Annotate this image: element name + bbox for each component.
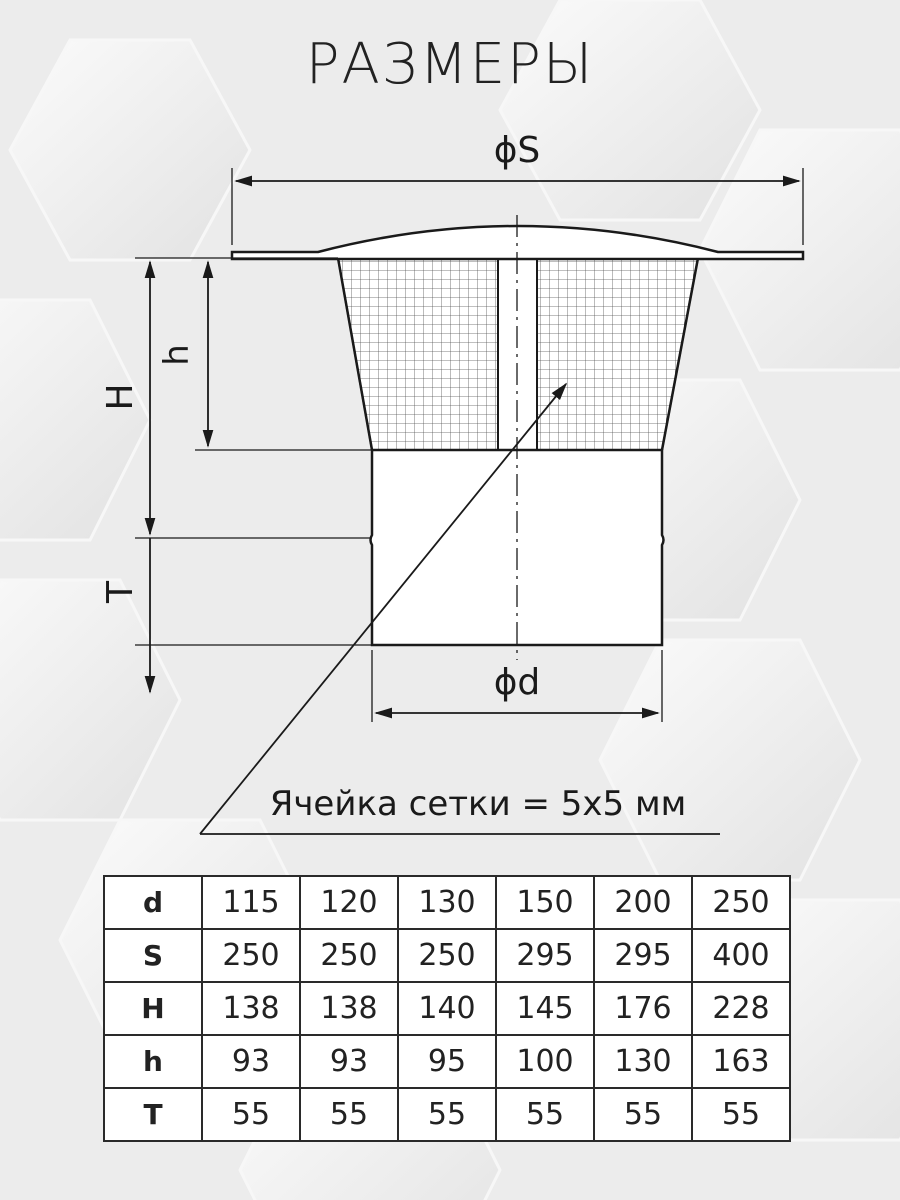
mesh-screen [338, 258, 698, 450]
row-header: H [104, 982, 202, 1035]
table-cell: 130 [398, 876, 496, 929]
page-title: РАЗМЕРЫ [305, 32, 595, 97]
table-cell: 400 [692, 929, 790, 982]
row-header: d [104, 876, 202, 929]
table-cell: 228 [692, 982, 790, 1035]
table-cell: 55 [202, 1088, 300, 1141]
dimensions-table [103, 875, 791, 1142]
table-cell: 93 [202, 1035, 300, 1088]
table-cell: 55 [594, 1088, 692, 1141]
table-cell: 138 [202, 982, 300, 1035]
label-diameter-d: ϕd [493, 662, 541, 703]
row-header: S [104, 929, 202, 982]
label-height-tube: T [100, 581, 141, 603]
row-header: T [104, 1088, 202, 1141]
mesh-cell-note: Ячейка сетки = 5х5 мм [269, 784, 687, 824]
label-height-h: h [157, 344, 197, 366]
table-cell: 55 [692, 1088, 790, 1141]
table-cell: 150 [496, 876, 594, 929]
table-cell: 120 [300, 876, 398, 929]
label-diameter-s: ϕS [493, 130, 541, 171]
table-cell: 250 [300, 929, 398, 982]
row-header: h [104, 1035, 202, 1088]
table-row [104, 1088, 790, 1141]
table-cell: 295 [594, 929, 692, 982]
table-cell: 115 [202, 876, 300, 929]
table-row [104, 982, 790, 1035]
table-cell: 55 [496, 1088, 594, 1141]
table-cell: 55 [300, 1088, 398, 1141]
table-cell: 130 [594, 1035, 692, 1088]
table-cell: 145 [496, 982, 594, 1035]
table-cell: 163 [692, 1035, 790, 1088]
table-cell: 95 [398, 1035, 496, 1088]
table-row [104, 929, 790, 982]
table-cell: 55 [398, 1088, 496, 1141]
table-cell: 250 [398, 929, 496, 982]
table-cell: 176 [594, 982, 692, 1035]
label-height-total: H [100, 383, 141, 411]
table-row [104, 876, 790, 929]
table-cell: 100 [496, 1035, 594, 1088]
table-cell: 140 [398, 982, 496, 1035]
table-cell: 250 [692, 876, 790, 929]
table-cell: 200 [594, 876, 692, 929]
table-cell: 93 [300, 1035, 398, 1088]
table-cell: 295 [496, 929, 594, 982]
table-row [104, 1035, 790, 1088]
table-cell: 138 [300, 982, 398, 1035]
table-cell: 250 [202, 929, 300, 982]
